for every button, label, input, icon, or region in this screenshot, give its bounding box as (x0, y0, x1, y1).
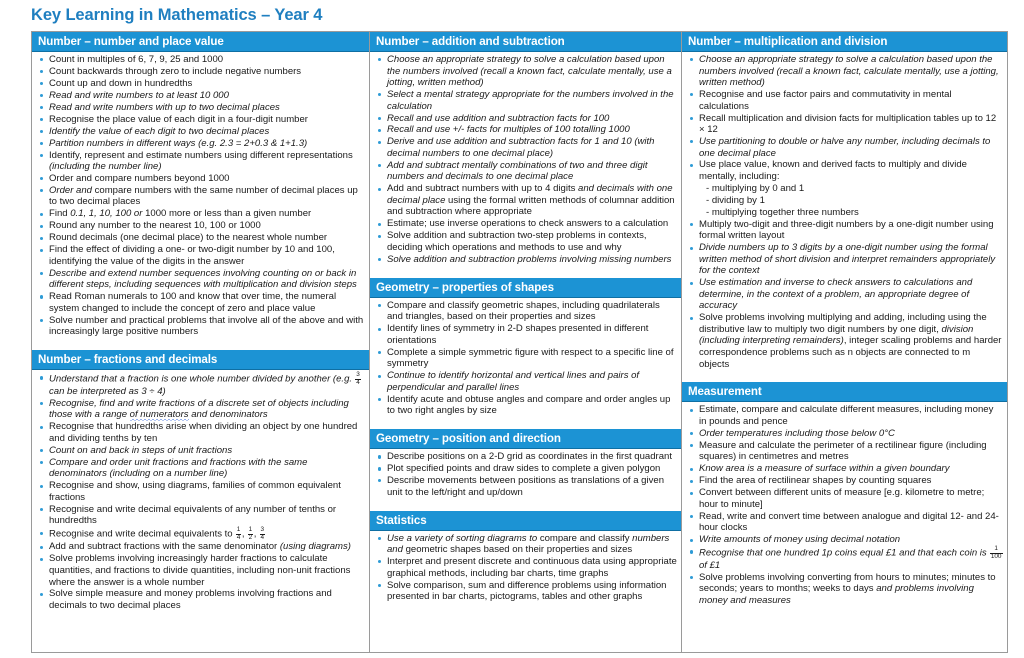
objective-item (686, 404, 1003, 427)
objective-item (36, 527, 365, 541)
item-text-run: Use a variety of sorting diagrams to (387, 532, 540, 544)
objective-list (370, 298, 681, 420)
section-measurement (682, 382, 1007, 609)
item-text-run: Order temperatures including those below 0°C (699, 427, 895, 439)
objective-list (682, 402, 1007, 609)
objective-item (374, 183, 677, 218)
objective-item (36, 398, 365, 421)
objective-item (686, 113, 1003, 136)
item-text-run: Interpret and present discrete and continuous data using appropriate graphical methods, including bar charts, time graphs (387, 556, 677, 579)
item-text-run: Recognise the place value of each digit in a four-digit number (49, 113, 308, 125)
item-text-run: Recognise, find and write fractions of a discrete set of objects including those with a range (49, 397, 349, 421)
item-text-run: and decimals with one decimal place (387, 183, 673, 206)
item-text-run: Read and write numbers with up to two decimal places (49, 101, 280, 113)
item-text-run: Identify the value of each digit to two decimal places (49, 125, 270, 137)
objective-item (36, 457, 365, 480)
objective-sub-item (686, 183, 1003, 195)
item-text-run: Count backwards through zero to include negative numbers (49, 65, 302, 77)
objective-item (36, 268, 365, 291)
item-text-run: Derive and use addition and subtraction facts for 1 and 10 (with decimal numbers to one decimal place) (387, 136, 655, 159)
objective-item (36, 66, 365, 78)
item-text-run: Convert between different units of measure [e.g. kilometre to metre; hour to minute] (699, 487, 985, 510)
item-text-run: Select a mental strategy appropriate for the numbers involved in the calculation (387, 89, 674, 112)
page-title: Key Learning in Mathematics – Year 4 (31, 6, 323, 24)
item-text-run: Describe movements between positions as translations of a given unit to the left/right and up/down (387, 475, 665, 498)
item-text-run: Know area is a measure of surface within a given boundary (699, 463, 950, 475)
item-text-run: Divide numbers up to 3 digits by a one-digit number using the formal written method of short division and interpret remainders appropriately for the context (699, 242, 996, 277)
item-text-run: Estimate, compare and calculate different measures, including money in pounds and pence (699, 404, 994, 427)
item-text-run: Identify acute and obtuse angles and compare and order angles up to two right angles by size (387, 393, 671, 417)
section-spacer (32, 341, 369, 350)
section-statistics (370, 511, 681, 606)
column-3 (682, 32, 1007, 652)
item-text-run: Add and subtract mentally combinations of two and three digit numbers and decimals to one decimal place (387, 159, 648, 183)
section-heading: Number – fractions and decimals (32, 350, 369, 370)
item-text-run: Complete a simple symmetric figure with respect to a specific line of symmetry (387, 346, 674, 370)
objective-item (36, 54, 365, 66)
item-text-run: Find the area of rectilinear shapes by counting squares (699, 475, 932, 487)
section-spacer (370, 269, 681, 278)
objective-item (686, 159, 1003, 182)
item-text-run: Describe and extend number sequences involving counting on or back in different steps, including sequences with multiplication and division steps (49, 267, 357, 291)
item-text-run: Identify, represent and estimate numbers using different representations (49, 149, 353, 161)
item-text-run: Solve problems involving multiplying and adding, including using the distributive law to multiply two digit numbers by one digit, (699, 312, 987, 335)
section-spacer (370, 420, 681, 429)
objective-item (36, 90, 365, 102)
objective-item (36, 150, 365, 173)
item-text-run: Multiply two-digit and three-digit numbers by a one-digit number using formal written layout (699, 218, 994, 242)
item-text-run: Read and write numbers to at least 10 000 (49, 89, 229, 101)
objective-item (686, 475, 1003, 487)
objective-item (374, 533, 677, 556)
fraction-glyph: $\frac{1}{100}$ (990, 545, 1002, 560)
item-text-run: Choose an appropriate strategy to solve a calculation based upon the numbers involved (recall a known fact, calculate mentally, use a jotting, written method) (699, 54, 999, 89)
section-heading: Geometry – properties of shapes (370, 278, 681, 298)
item-text-run: Compare and classify geometric shapes, including quadrilaterals and triangles, based on their properties and sizes (387, 299, 660, 323)
item-text-run: Add and subtract fractions with the same denominator (49, 541, 280, 553)
section-number-number-and-place-value (32, 32, 369, 341)
item-text-run: compare numbers with the same number of decimal places up to two decimal places (49, 184, 358, 208)
item-text-run: Recall and use addition and subtraction facts for 100 (387, 112, 610, 124)
objective-sub-item (686, 207, 1003, 219)
objective-item (374, 136, 677, 159)
objective-item (36, 588, 365, 611)
item-text-run: Solve problems involving increasingly harder fractions to calculate quantities, and fractions to divide quantities, including non-unit fractions where the answer is a whole number (49, 553, 351, 588)
objective-item (374, 451, 677, 463)
objective-item (374, 556, 677, 579)
item-text-run: and denominators (188, 409, 268, 421)
objective-item (686, 463, 1003, 475)
item-text-run: Count on and back in steps of unit fractions (49, 444, 233, 456)
item-text-run: , integer scaling problems and harder correspondence problems such as n objects are connected to m objects (699, 335, 1002, 370)
item-text-run: Solve simple measure and money problems involving fractions and decimals to two decimal places (49, 588, 332, 611)
item-text-run: Recognise and show, using diagrams, families of common equivalent fractions (49, 480, 341, 503)
objective-item (686, 572, 1003, 607)
fraction-glyph: $\frac{1}{4}$ (236, 526, 241, 541)
section-heading: Number – multiplication and division (682, 32, 1007, 52)
objective-item (374, 113, 677, 125)
item-text-run: , (253, 528, 260, 540)
objective-item (374, 300, 677, 323)
objective-sub-item (686, 195, 1003, 207)
objective-item (374, 580, 677, 603)
item-text-run: Choose an appropriate strategy to solve a calculation based upon the numbers involved (recall a known fact, calculate mentally, use a jotting, written method) (387, 54, 672, 89)
section-heading: Statistics (370, 511, 681, 531)
objective-item (36, 445, 365, 457)
section-heading: Measurement (682, 382, 1007, 402)
objective-item (686, 511, 1003, 534)
objective-item (374, 254, 677, 266)
objective-item (36, 541, 365, 553)
item-text-run: Solve comparison, sum and difference problems using information presented in bar charts, pictograms, tables and other graphs (387, 579, 667, 603)
objective-item (686, 54, 1003, 89)
objective-item (36, 504, 365, 527)
objective-item (374, 475, 677, 498)
item-text-run: Solve number and practical problems that involve all of the above and with increasingly large positive numbers (49, 314, 364, 338)
item-text-run: Count up and down in hundredths (49, 77, 193, 89)
objective-item (36, 315, 365, 338)
item-text-run: division (including interpreting remainders) (699, 323, 974, 347)
item-text-run: , (241, 528, 248, 540)
objective-list (370, 531, 681, 606)
section-heading: Geometry – position and direction (370, 429, 681, 449)
objective-item (686, 136, 1003, 159)
objective-item (686, 487, 1003, 510)
section-number-addition-and-subtraction (370, 32, 681, 269)
item-text-run: Round any number to the nearest 10, 100 or 1000 (49, 220, 261, 232)
objective-item (36, 173, 365, 185)
item-text-run: Recognise that hundredths arise when dividing an object by one hundred and dividing tenths by ten (49, 421, 358, 444)
item-text-run: geometric shapes based on their properties and sizes (405, 544, 633, 556)
item-text-run: - multiplying together three numbers (706, 206, 859, 218)
objective-item (686, 534, 1003, 546)
objective-list (370, 52, 681, 269)
objective-item (374, 54, 677, 89)
item-text-run: Round decimals (one decimal place) to the nearest whole number (49, 232, 328, 244)
objective-item (36, 126, 365, 138)
item-text-run: Identify lines of symmetry in 2-D shapes presented in different orientations (387, 323, 649, 346)
item-text-run: Use estimation and inverse to check answers to calculations and determine, in the context of a problem, an appropriate degree of accuracy (699, 277, 973, 312)
section-number-fractions-and-decimals (32, 350, 369, 615)
item-text-run: Solve addition and subtraction two-step problems in contexts, deciding which operations and methods to use and why (387, 230, 647, 253)
item-text-run: (using diagrams) (279, 541, 351, 553)
item-text-run: 1000 more or less than a given number (145, 208, 312, 220)
spellcheck-underlined-text: of numerators (129, 409, 189, 421)
column-1 (32, 32, 370, 652)
item-text-run: Describe positions on a 2-D grid as coordinates in the first quadrant (387, 451, 672, 463)
objective-item (374, 89, 677, 112)
item-text-run: 0.1, 1, 10, 100 or (70, 208, 146, 220)
item-text-run: (including the number line) (49, 161, 162, 173)
item-text-run: Measure and calculate the perimeter of a rectilinear figure (including squares) in centimetres and metres (699, 439, 987, 463)
item-text-run: Compare and order unit fractions and fractions with the same denominators (including on a number line) (49, 456, 308, 480)
item-text-run: - multiplying by 0 and 1 (706, 182, 805, 194)
section-spacer (370, 502, 681, 511)
item-text-run: compare and classify (539, 532, 633, 544)
objective-item (374, 463, 677, 475)
item-text-run: - dividing by 1 (706, 194, 765, 206)
item-text-run: Use partitioning to double or halve any number, including decimals to one decimal place (699, 136, 991, 159)
objective-item (686, 440, 1003, 463)
item-text-run: and problems involving money and measures (699, 583, 974, 606)
objective-item (36, 480, 365, 503)
objective-list (32, 52, 369, 341)
item-text-run: Recognise and write decimal equivalents to (49, 528, 236, 540)
objective-item (36, 244, 365, 267)
objective-item (374, 347, 677, 370)
objective-item (374, 124, 677, 136)
objective-item (36, 232, 365, 244)
section-geometry-position-and-direction (370, 429, 681, 501)
objective-item (686, 546, 1003, 571)
objective-item (36, 208, 365, 220)
item-text-run: can be interpreted as 3 ÷ 4) (49, 385, 166, 397)
item-text-run: numbers and (387, 532, 670, 556)
objective-item (686, 277, 1003, 312)
objective-list (370, 449, 681, 501)
objective-item (374, 218, 677, 230)
objective-item (36, 421, 365, 444)
section-heading: Number – addition and subtraction (370, 32, 681, 52)
item-text-run: Recognise that one hundred 1p coins equal £1 and that each coin is (699, 547, 990, 559)
objective-item (36, 78, 365, 90)
objective-item (36, 291, 365, 314)
objective-list (32, 370, 369, 615)
item-text-run: Understand that a fraction is one whole number divided by another (e.g. (49, 373, 355, 385)
objective-item (686, 89, 1003, 112)
item-text-run: Use place value, known and derived facts to multiply and divide mentally, including: (699, 159, 967, 183)
item-text-run: Recognise and write decimal equivalents of any number of tenths or hundredths (49, 503, 337, 527)
item-text-run: Recall and use +/- facts for multiples of 100 totalling 1000 (387, 124, 630, 136)
fraction-glyph: $\frac{3}{4}$ (260, 526, 265, 541)
item-text-run: Plot specified points and draw sides to complete a given polygon (387, 463, 661, 475)
objective-item (36, 372, 365, 397)
item-text-run: Solve problems involving converting from hours to minutes; minutes to seconds; years to months; weeks to days (699, 571, 996, 595)
curriculum-grid (31, 31, 1008, 653)
objective-item (36, 114, 365, 126)
item-text-run: Order and compare numbers beyond 1000 (49, 172, 230, 184)
column-2 (370, 32, 682, 652)
item-text-run: Solve addition and subtraction problems involving missing numbers (387, 253, 672, 265)
section-number-multiplication-and-division (682, 32, 1007, 373)
fraction-glyph: $\frac{3}{4}$ (356, 371, 360, 386)
item-text-run: Write amounts of money using decimal notation (699, 534, 901, 546)
item-text-run: Order and (49, 184, 95, 196)
objective-item (36, 220, 365, 232)
fraction-glyph: $\frac{1}{2}$ (248, 526, 253, 541)
objective-item (686, 219, 1003, 242)
item-text-run: Find the effect of dividing a one- or two-digit number by 10 and 100, identifying the value of the digits in the answer (49, 244, 335, 267)
item-text-run: Recall multiplication and division facts for multiplication tables up to 12 × 12 (699, 112, 997, 136)
objective-item (686, 428, 1003, 440)
objective-item (686, 242, 1003, 277)
objective-list (682, 52, 1007, 373)
section-heading: Number – number and place value (32, 32, 369, 52)
objective-item (374, 394, 677, 417)
objective-item (374, 160, 677, 183)
item-text-run: Continue to identify horizontal and vertical lines and pairs of perpendicular and parallel lines (387, 370, 640, 393)
objective-item (374, 230, 677, 253)
section-geometry-properties-of-shapes (370, 278, 681, 420)
objective-item (36, 185, 365, 208)
item-text-run: Recognise and use factor pairs and commutativity in mental calculations (699, 89, 952, 112)
item-text-run: Read, write and convert time between analogue and digital 12- and 24-hour clocks (699, 510, 999, 534)
objective-item (36, 102, 365, 114)
item-text-run: Read Roman numerals to 100 and know that over time, the numeral system changed to include the concept of zero and place value (49, 291, 337, 314)
objective-item (686, 312, 1003, 370)
item-text-run: Add and subtract numbers with up to 4 digits (387, 183, 579, 195)
item-text-run: Estimate; use inverse operations to check answers to a calculation (387, 218, 669, 230)
item-text-run: using the formal written methods of columnar addition and subtraction where appropriate (387, 194, 675, 218)
item-text-run: Partition numbers in different ways (e.g. 2.3 = 2+0.3 & 1+1.3) (49, 137, 308, 149)
objective-item (374, 323, 677, 346)
section-spacer (682, 373, 1007, 382)
objective-item (36, 138, 365, 150)
item-text-run: of £1 (699, 559, 721, 571)
item-text-run: Find (49, 208, 71, 220)
item-text-run: Count in multiples of 6, 7, 9, 25 and 1000 (49, 54, 224, 65)
objective-item (374, 370, 677, 393)
objective-item (36, 553, 365, 588)
